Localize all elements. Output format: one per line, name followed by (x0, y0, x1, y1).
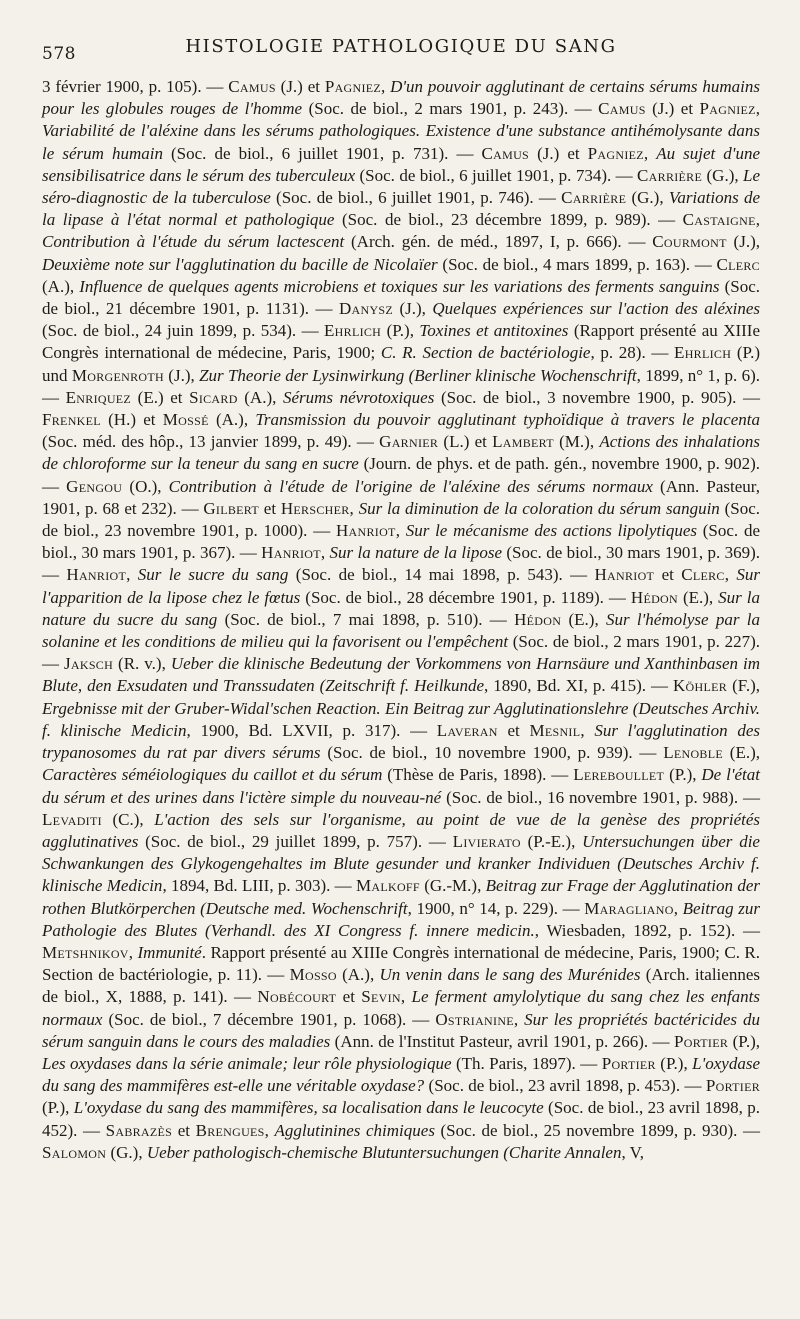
citation-text: , 1890, Bd. XI, p. 415). — (484, 676, 673, 696)
author-name: Jaksch (63, 654, 114, 674)
work-title: Le séro-diagnostic de la tuberculose (42, 165, 760, 208)
citation-text: (Soc. de biol., 29 juillet 1899, p. 757). — (138, 831, 453, 851)
author-name: Mesnil (529, 720, 581, 740)
citation-text: (A.), (42, 276, 80, 296)
author-name: Ehrlich (674, 343, 732, 363)
citation-text: (J.), (163, 365, 200, 385)
citation-text: (Soc. de biol., 2 mars 1901, p. 227). — (42, 632, 761, 674)
author-name: Sicard (189, 387, 238, 407)
work-title: Toxines et antitoxines (419, 321, 569, 341)
citation-text: , (513, 1009, 525, 1029)
citation-text: (G.), (106, 1142, 147, 1162)
citation-text: (J.) et (645, 99, 700, 119)
work-title: Caractères séméiologiques du caillot et du sérum (42, 765, 383, 785)
author-name: Portier (705, 1076, 761, 1096)
citation-text: (P.-E.), (520, 831, 583, 851)
author-name: Ostrianine (435, 1009, 514, 1029)
citation-text: (Soc. de biol., 16 novembre 1901, p. 988). — (441, 787, 760, 807)
citation-text: (Soc. de biol., 7 décembre 1901, p. 1068). — (102, 1009, 436, 1029)
work-title: Les oxydases dans la série animale; leur rôle physiologique (42, 1053, 452, 1073)
author-name: Garnier (379, 432, 439, 452)
citation-text: , (673, 898, 683, 918)
citation-text: (Soc. de biol., 24 juin 1899, p. 534). — (42, 321, 324, 341)
citation-text: (J.) et (529, 143, 588, 163)
author-name: Camus (228, 77, 276, 96)
citation-text: (A.), (208, 410, 256, 430)
citation-text: (E.), (677, 587, 719, 607)
author-name: Carrière (561, 188, 627, 208)
citation-text: et (172, 1120, 196, 1140)
citation-text: et (259, 498, 281, 518)
citation-text: (P.), (42, 1098, 74, 1118)
citation-text: (P.) und (42, 343, 760, 385)
citation-text: , (643, 143, 657, 163)
author-name: Köhler (672, 676, 728, 696)
citation-text: , (755, 99, 761, 119)
work-title: Influence de quelques agents microbiens et toxiques sur les variations des ferments sanguins (79, 276, 720, 296)
citation-text: (G.), (702, 165, 743, 185)
work-title: Untersuchungen über die Schwankungen des Glykogengehaltes im Blute gesunder und kranker Individuen (Deutsches Archiv f. klinische Medicin (42, 831, 760, 896)
citation-text: (Th. Paris, 1897). — (451, 1053, 602, 1073)
author-name: Sevin (361, 987, 401, 1007)
citation-text: (C.), (101, 809, 155, 829)
citation-text: , 1899, n° 1, p. 6). — (42, 365, 760, 407)
author-name: Clerc (716, 254, 760, 274)
work-title: L'oxydase du sang des mammifères est-elle une véritable oxydase? (42, 1053, 760, 1096)
author-name: Brengues (195, 1120, 265, 1140)
citation-text: (Arch. italiennes de biol., X, 1888, p. 141). — (42, 965, 760, 1007)
author-name: Livierato (452, 831, 521, 851)
citation-text: (P.), (728, 1031, 760, 1051)
citation-text: (Journ. de phys. et de path. gén., novembre 1900, p. 902). — (42, 454, 760, 496)
citation-text: (Thèse de Paris, 1898). — (382, 765, 574, 785)
citation-text: (J.), (393, 299, 433, 319)
author-name: Hanriot (261, 543, 321, 563)
citation-text: (R. v.), (113, 654, 171, 674)
citation-text: (M.), (553, 432, 600, 452)
citation-text: (Soc. de biol., 28 décembre 1901, p. 1189). — (300, 587, 631, 607)
author-name: Hédon (514, 609, 562, 629)
citation-text: (Ann. de l'Institut Pasteur, avril 1901, p. 266). — (330, 1031, 674, 1051)
author-name: Camus (481, 143, 530, 163)
author-name: Pagniez (699, 99, 756, 119)
citation-text: (H.) et (100, 410, 163, 430)
author-name: Morgenroth (71, 365, 164, 385)
citation-text: , p. 28). — (590, 343, 675, 363)
author-name: Camus (598, 99, 646, 119)
citation-text: (Soc. de biol., 4 mars 1899, p. 163). — (437, 254, 717, 274)
author-name: Hédon (630, 587, 678, 607)
citation-text: , (381, 77, 391, 96)
citation-text: (Arch. gén. de méd., 1897, I, p. 666). — (344, 232, 653, 252)
citation-text: (A.), (237, 387, 283, 407)
citation-text: (E.), (561, 609, 607, 629)
author-name: Malkoff (355, 876, 420, 896)
citation-text: (Rapport présenté au XIIIe Congrès international de médecine, Paris, 1900; (42, 321, 760, 363)
citation-text: et (336, 987, 362, 1007)
work-title: Sérums névrotoxiques (282, 387, 435, 407)
citation-text: , V, (621, 1142, 645, 1162)
work-title: Beitrag zur Frage der Agglutination der rothen Blutkörperchen (Deutsche med. Wochenschrift (42, 876, 760, 918)
citation-text: (Soc. de biol., 23 décembre 1899, p. 989). — (334, 210, 683, 230)
citation-text: , 1900, n° 14, p. 229). — (407, 898, 585, 918)
citation-text: (G.), (626, 188, 669, 208)
author-name: Levaditi (42, 809, 102, 829)
work-title: De l'état du sérum et des urines dans l'ictère simple du nouveau-né (42, 765, 760, 807)
work-title: Quelques expériences sur l'action des aléxines (432, 299, 760, 319)
author-name: Frenkel (42, 410, 101, 430)
citation-text: , (128, 942, 138, 962)
work-title: Contribution à l'étude du sérum lactescent (42, 232, 345, 252)
work-title: Sur le sucre du sang (137, 565, 289, 585)
citation-text: , (724, 565, 737, 585)
running-title: HISTOLOGIE PATHOLOGIQUE DU SANG (185, 36, 617, 57)
citation-text: (Soc. de biol., 23 avril 1898, p. 453). — (424, 1076, 706, 1096)
author-name: Carrière (637, 165, 703, 185)
citation-text: (Soc. de biol., 25 novembre 1899, p. 930). — (434, 1120, 760, 1140)
author-name: Pagniez (324, 77, 382, 96)
citation-text: , (400, 987, 412, 1007)
work-title: Contribution à l'étude de l'origine de l'aléxine des sérums normaux (168, 476, 653, 496)
citation-text: , (320, 543, 330, 563)
work-title: Deuxième note sur l'agglutination du bacille de Nicolaïer (42, 254, 438, 274)
work-title: Variations de la lipase à l'état normal et pathologique (42, 188, 760, 230)
author-name: Gilbert (203, 498, 260, 518)
work-title: Sur la nature du sucre du sang (42, 587, 760, 629)
author-name: Lambert (492, 432, 554, 452)
citation-text: , 1900, Bd. LXVII, p. 317). — (186, 720, 437, 740)
author-name: Ehrlich (324, 321, 382, 341)
author-name: Lenoble (663, 743, 723, 763)
author-name: Maragliano (584, 898, 674, 918)
author-name: Hanriot (594, 565, 655, 585)
author-name: Mosso (289, 965, 337, 985)
work-title: Sur les propriétés bactéricides du sérum sanguin dans le cours des maladies (42, 1009, 760, 1051)
citation-text: (Soc. de biol., 10 novembre 1900, p. 939). — (320, 743, 664, 763)
bibliography-paragraph (42, 76, 760, 1164)
citation-text: , 1894, Bd. LIII, p. 303). — (162, 876, 356, 896)
citation-text: (P.), (664, 765, 702, 785)
citation-text: , (580, 720, 595, 740)
citation-text: (P.), (381, 321, 420, 341)
author-name: Courmont (652, 232, 727, 252)
work-title: D'un pouvoir agglutinant de certains sérums humains pour les globules rouges de l'homme (42, 77, 761, 119)
citation-text: (Soc. de biol., 3 novembre 1900, p. 905). — (434, 387, 761, 407)
citation-text: (Soc. de biol., 6 juillet 1901, p. 746). — (270, 188, 562, 208)
work-title: Beitrag zur Pathologie des Blutes (Verhandl. des XI Congress f. innere medicin. (42, 898, 760, 940)
citation-text: (A.), (336, 965, 380, 985)
citation-text: et (654, 565, 682, 585)
author-name: Enriquez (65, 387, 132, 407)
citation-text: , (395, 521, 406, 541)
work-title: Immunité (137, 942, 202, 962)
work-title: Un venin dans le sang des Murénides (379, 965, 641, 985)
author-name: Portier (601, 1053, 656, 1073)
work-title: Sur le mécanisme des actions lipolytiques (405, 521, 698, 541)
citation-text: (J.) et (275, 77, 325, 96)
author-name: Hanriot (335, 521, 396, 541)
citation-text: (O.), (122, 476, 169, 496)
author-name: Metshnikov (42, 942, 129, 962)
author-name: Clerc (681, 565, 725, 585)
work-title: Variabilité de l'aléxine dans les sérums pathologiques. Existence d'une substance antihémolysante dans le sérum humain (42, 121, 760, 163)
citation-text: , (755, 210, 760, 230)
citation-text: (F.), (727, 676, 760, 696)
citation-text: (P.), (655, 1053, 693, 1073)
author-name: Herscher (280, 498, 350, 518)
citation-text: (Soc. méd. des hôp., 13 janvier 1899, p. 49). — (42, 432, 380, 452)
author-name: Pagniez (587, 143, 644, 163)
work-title: Sur l'apparition de la lipose chez le fœtus (42, 565, 760, 607)
citation-text: , Wiesbaden, 1892, p. 152). — (534, 920, 760, 940)
citation-text: , (349, 498, 359, 518)
work-title: Transmission du pouvoir agglutinant typhoïdique à travers le placenta (255, 410, 760, 430)
page-header (42, 18, 760, 62)
citation-text: (J.), (726, 232, 760, 252)
citation-text: , (264, 1120, 275, 1140)
citation-text: (Soc. de biol., 6 juillet 1901, p. 731). — (162, 143, 482, 163)
author-name: Nobécourt (257, 987, 337, 1007)
citation-text: (Soc. de biol., 6 juillet 1901, p. 734). — (355, 165, 638, 185)
citation-text: (Soc. de biol., 23 avril 1898, p. 452). — (42, 1098, 760, 1140)
author-name: Castaigne (682, 210, 756, 230)
author-name: Gengou (66, 476, 123, 496)
work-title: Actions des inhalations de chloroforme sur la teneur du sang en sucre (42, 432, 760, 474)
work-title: Le ferment amylolytique du sang chez les enfants normaux (42, 987, 760, 1029)
work-title: Ueber pathologisch-chemische Blutuntersuchungen (Charite Annalen (146, 1142, 622, 1162)
citation-text: , (126, 565, 138, 585)
work-title: Sur la diminution de la coloration du sérum sanguin (358, 498, 720, 518)
work-title: Agglutinines chimiques (274, 1120, 435, 1140)
citation-text: (Soc. de biol., 23 novembre 1901, p. 1000). — (42, 498, 761, 541)
author-name: Sabrazès (105, 1120, 173, 1140)
citation-text: (Soc. de biol., 2 mars 1901, p. 243). — (302, 99, 599, 119)
work-title: L'action des sels sur l'organisme, au point de vue de la genèse des propriétés agglutinatives (42, 809, 760, 851)
author-name: Mossé (162, 410, 209, 430)
work-title: Au sujet d'une sensibilisatrice dans le sérum des tuberculeux (42, 143, 760, 185)
citation-text: (Soc. de biol., 30 mars 1901, p. 369). — (42, 543, 761, 585)
citation-text: (Soc. de biol., 14 mai 1898, p. 543). — (288, 565, 595, 585)
work-title: Zur Theorie der Lysinwirkung (Berliner klinische Wochenschrift (199, 365, 637, 385)
citation-text: . Rapport présenté au XIIIe Congrès international de médecine, Paris, 1900; C. R. Section de bactériologie, p. 11). — (42, 942, 760, 985)
work-title: Sur la nature de la lipose (329, 543, 502, 563)
citation-text: (Ann. Pasteur, 1901, p. 68 et 232). — (42, 476, 761, 518)
work-title: Ueber die klinische Bedeutung der Vorkommens von Harnsäure und Xanthinbasen im Blute, den Exsudaten und Transsudaten (Zeitschrift f. Heilkunde (42, 654, 761, 696)
work-title: L'oxydase du sang des mammifères, sa localisation dans le leucocyte (73, 1098, 544, 1118)
citation-text: (E.) et (131, 387, 190, 407)
work-title: Sur l'agglutination des trypanosomes du rat par divers sérums (42, 720, 761, 763)
citation-text: et (497, 720, 530, 740)
bibliography-text (42, 76, 760, 1164)
work-title: C. R. Section de bactériologie (380, 343, 591, 363)
author-name: Hanriot (66, 565, 127, 585)
work-title: Ergebnisse mit der Gruber-Widal'schen Reaction. Ein Beitrag zur Agglutinationslehre (Deutsches Archiv. f. klinische Medicin (42, 698, 760, 740)
citation-text: (E.), (723, 743, 760, 763)
author-name: Danysz (338, 299, 394, 319)
work-title: Sur l'hémolyse par la solanine et les conditions de milieu qui la favorisent ou l'empêchent (42, 609, 760, 652)
citation-text: (Soc. de biol., 21 décembre 1901, p. 1131). — (42, 276, 760, 319)
citation-text: (Soc. de biol., 7 mai 1898, p. 510). — (217, 609, 515, 629)
citation-text: (G.-M.), (419, 876, 486, 896)
author-name: Salomon (42, 1142, 107, 1162)
page-number: 578 (42, 44, 76, 64)
author-name: Portier (673, 1031, 729, 1051)
citation-text: (L.) et (438, 432, 493, 452)
author-name: Lereboullet (573, 765, 665, 785)
citation-text: 3 février 1900, p. 105). — (42, 77, 229, 96)
author-name: Laveran (436, 720, 498, 740)
citation-text: (Soc. de biol., 30 mars 1901, p. 367). — (42, 521, 760, 563)
